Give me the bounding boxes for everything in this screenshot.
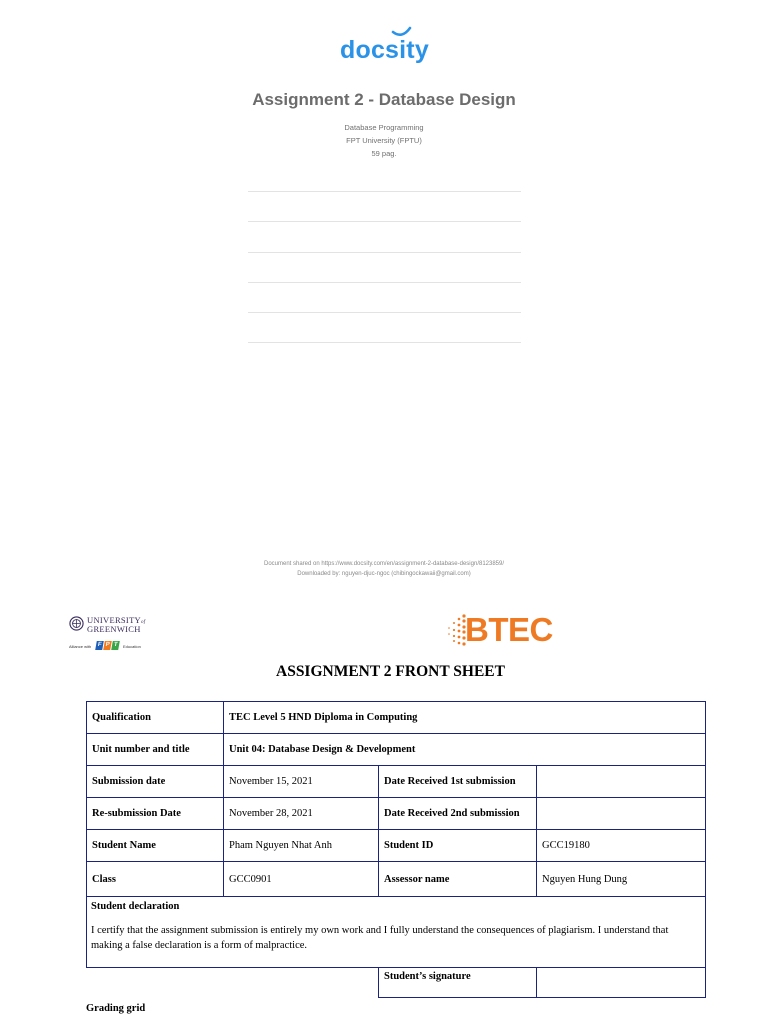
signature-field[interactable] bbox=[537, 968, 706, 998]
student-id-value: GCC19180 bbox=[537, 830, 706, 862]
received-2nd-value bbox=[537, 798, 706, 830]
btec-logo bbox=[444, 608, 559, 654]
grading-grid-heading: Grading grid bbox=[86, 1003, 146, 1014]
front-sheet-table bbox=[86, 701, 706, 998]
submission-date-value: November 15, 2021 bbox=[224, 766, 379, 798]
class-label: Class bbox=[87, 862, 224, 897]
student-name-label: Student Name bbox=[87, 830, 224, 862]
fpt-letter-t: T bbox=[111, 641, 120, 650]
greenwich-university-text: UNIVERSITY bbox=[87, 615, 141, 625]
submission-date-label: Submission date bbox=[87, 766, 224, 798]
greenwich-of-text: of bbox=[141, 620, 146, 625]
table-row bbox=[87, 734, 706, 766]
received-1st-label: Date Received 1st submission bbox=[379, 766, 537, 798]
shared-notice: Document shared on https://www.docsity.com/en/assignment-2-database-design/8123859/ bbox=[263, 561, 505, 567]
university-name: FPT University (FPTU) bbox=[346, 136, 422, 145]
docsity-logo[interactable] bbox=[340, 26, 430, 68]
page-count: 59 pag. bbox=[371, 149, 397, 158]
unit-value: Unit 04: Database Design & Development bbox=[224, 734, 706, 766]
unit-label: Unit number and title bbox=[87, 734, 224, 766]
table-row bbox=[87, 798, 706, 830]
table-row bbox=[87, 968, 706, 998]
class-value: GCC0901 bbox=[224, 862, 379, 897]
divider bbox=[248, 282, 521, 283]
education-text: Education bbox=[123, 644, 141, 649]
qualification-value: TEC Level 5 HND Diploma in Computing bbox=[224, 702, 706, 734]
table-row bbox=[87, 862, 706, 897]
smile-arc-icon bbox=[391, 26, 413, 40]
declaration-cell bbox=[87, 897, 706, 968]
divider bbox=[248, 191, 521, 192]
received-2nd-label: Date Received 2nd submission bbox=[379, 798, 537, 830]
course-name: Database Programming bbox=[344, 123, 424, 132]
fpt-letter-f: F bbox=[95, 641, 104, 650]
divider bbox=[248, 312, 521, 313]
resubmission-date-value: November 28, 2021 bbox=[224, 798, 379, 830]
greenwich-name-text: GREENWICH bbox=[87, 624, 141, 634]
empty-cell bbox=[224, 968, 379, 998]
student-name-value: Pham Nguyen Nhat Anh bbox=[224, 830, 379, 862]
divider bbox=[248, 342, 521, 343]
crest-icon bbox=[69, 616, 84, 631]
table-row bbox=[87, 830, 706, 862]
empty-cell bbox=[87, 968, 224, 998]
student-id-label: Student ID bbox=[379, 830, 537, 862]
received-1st-value bbox=[537, 766, 706, 798]
divider bbox=[248, 221, 521, 222]
assessor-value: Nguyen Hung Dung bbox=[537, 862, 706, 897]
docsity-wordmark: docsity bbox=[340, 36, 429, 64]
signature-label: Student’s signature bbox=[379, 968, 537, 998]
declaration-text: I certify that the assignment submission is entirely my own work and I fully understand the consequences of plagiarism. I understand that making a false declaration is a form of malpractice. bbox=[91, 925, 669, 951]
downloaded-notice: Downloaded by: nguyen-djuc-ngoc (chibingockawaii@gmail.com) bbox=[297, 571, 471, 577]
declaration-heading: Student declaration bbox=[91, 901, 180, 912]
front-sheet-title: ASSIGNMENT 2 FRONT SHEET bbox=[276, 663, 505, 680]
table-row bbox=[87, 766, 706, 798]
assessor-label: Assessor name bbox=[379, 862, 537, 897]
document-title: Assignment 2 - Database Design bbox=[252, 90, 516, 109]
table-row bbox=[87, 702, 706, 734]
btec-wordmark: BTEC bbox=[465, 611, 553, 648]
greenwich-logo bbox=[68, 614, 158, 654]
resubmission-date-label: Re-submission Date bbox=[87, 798, 224, 830]
fpt-letter-p: P bbox=[105, 642, 111, 648]
qualification-label: Qualification bbox=[87, 702, 224, 734]
alliance-text: Alliance with bbox=[69, 644, 92, 649]
divider bbox=[248, 252, 521, 253]
fpt-logo bbox=[96, 641, 119, 650]
table-row bbox=[87, 897, 706, 968]
